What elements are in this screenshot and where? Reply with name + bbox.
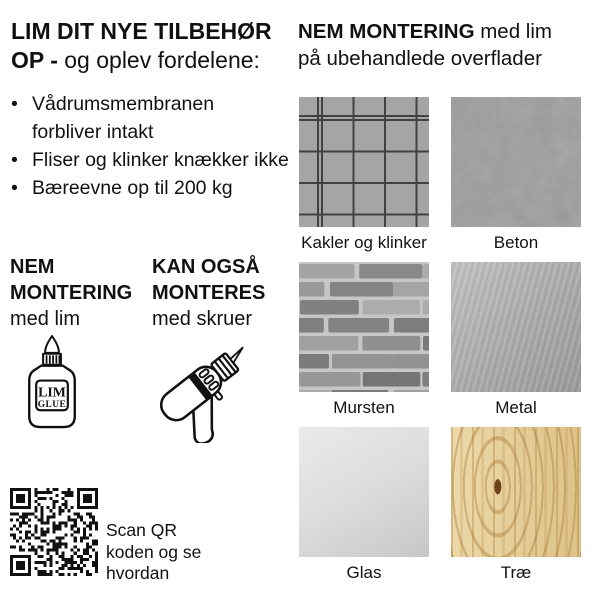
material-label: Metal (495, 398, 537, 417)
material-swatch-glass (299, 427, 429, 557)
material-label: Træ (500, 563, 532, 582)
qr-code (10, 488, 98, 576)
material-label: Mursten (333, 398, 395, 417)
glue-label-lim: LIM (38, 384, 66, 400)
material-swatch-concrete (451, 97, 581, 227)
material-cell-brick (299, 262, 429, 418)
page-title-line2: OP - og oplev fordelene: (11, 47, 260, 73)
surfaces-heading-line2: på ubehandlede overflader (298, 46, 542, 70)
list-item: • Fliser og klinker knækker ikke (11, 146, 289, 174)
bullet-icon: • (11, 177, 18, 199)
glue-bottle-icon (24, 335, 80, 437)
benefits-list (11, 90, 289, 202)
surfaces-heading-line1: NEM MONTERING med lim (298, 20, 552, 43)
drill-icon (142, 331, 260, 448)
material-cell-metal (451, 262, 581, 418)
glue-mounting-heading: NEM MONTERING med lim (10, 256, 133, 330)
screw-mounting-heading: KAN OGSÅ MONTERES med skruer (152, 256, 266, 330)
glue-label-glue: GLUE (37, 400, 67, 411)
material-swatch-wood (451, 427, 581, 557)
surfaces-heading (298, 19, 552, 72)
material-label: Glas (346, 563, 382, 582)
material-cell-tiles (299, 97, 429, 253)
material-swatch-tiles (299, 97, 429, 227)
material-cell-glass (299, 427, 429, 583)
qr-caption: Scan QR koden og se hvordan (106, 520, 202, 583)
brick-texture (299, 262, 429, 392)
material-label: Beton (493, 233, 539, 252)
bullet-icon: • (11, 93, 18, 115)
page-title-line1: LIM DIT NYE TILBEHØR (11, 18, 272, 44)
list-item: • Vådrumsmembranen forbliver intakt (11, 90, 289, 146)
page-title (11, 17, 272, 75)
concrete-texture (451, 97, 581, 227)
material-cell-concrete (451, 97, 581, 253)
material-swatch-metal (451, 262, 581, 392)
material-cell-wood (451, 427, 581, 583)
material-label: Kakler og klinker (301, 233, 427, 252)
list-item: • Bæreevne op til 200 kg (11, 174, 289, 202)
bullet-icon: • (11, 149, 18, 171)
